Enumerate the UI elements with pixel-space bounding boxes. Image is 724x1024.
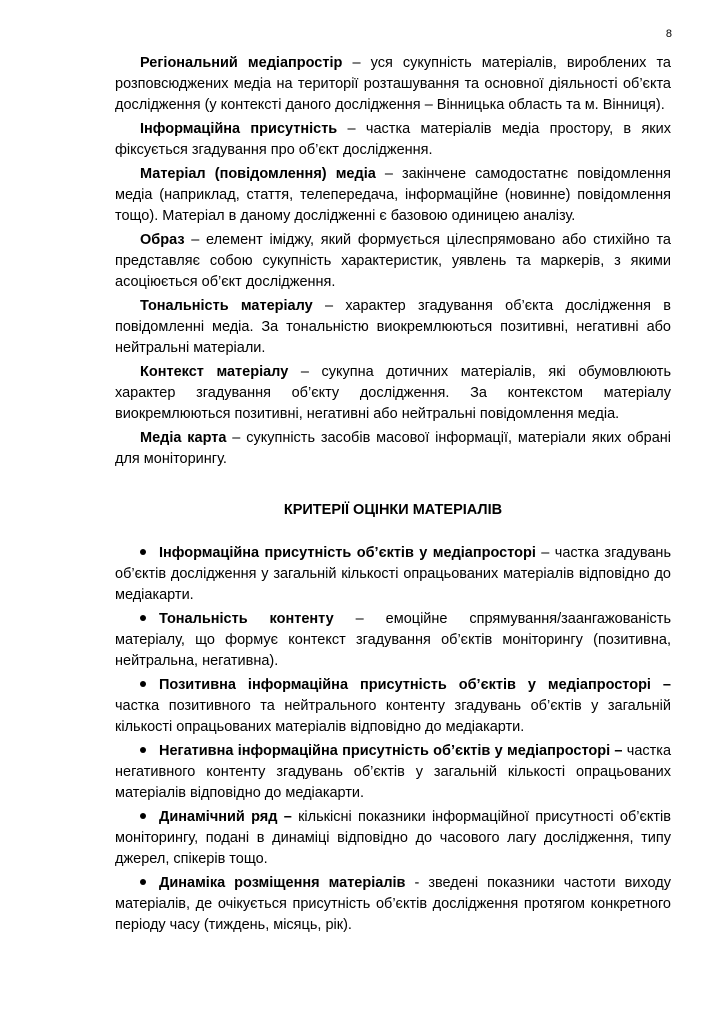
criterion-item xyxy=(115,873,671,936)
definition-paragraph xyxy=(115,230,671,293)
definition-term: Регіональний медіапростір xyxy=(140,55,343,71)
definition-text: – закінчене самодостатнє повідомлення медіа (наприклад, стаття, телепередача, інформаційне (новинне) повідомлення тощо). Матеріал в даному дослідженні є базовою одиницею аналізу. xyxy=(115,166,671,224)
criterion-item xyxy=(115,807,671,870)
definition-term: Матеріал (повідомлення) медіа xyxy=(140,166,376,182)
definition-term: Інформаційна присутність xyxy=(140,121,338,137)
bullet-icon xyxy=(140,681,146,687)
criterion-text: частка позитивного та нейтрального контенту згадувань об’єктів у загальній кількості опрацьованих матеріалів відповідно до медіакарти. xyxy=(115,698,671,735)
page-number: 8 xyxy=(665,28,672,40)
definition-text: – елемент іміджу, який формується цілеспрямовано або стихійно та представляє собою сукупність характеристик, уявлень та маркерів, з якими асоціюється об’єкт дослідження. xyxy=(115,232,671,290)
definition-text: – частка матеріалів медіа простору, в яких фіксується згадування про об’єкт дослідження. xyxy=(115,121,671,158)
definition-term: Тональність матеріалу xyxy=(140,298,313,314)
criterion-text: частка негативного контенту згадувань об’єктів у загальній кількості опрацьованих матеріалів відповідно до медіакарти. xyxy=(115,743,672,801)
criterion-text: – емоційне спрямування/заангажованість матеріалу, що формує контекст згадування об’єктів моніторингу (позитивна, нейтральна, негативна). xyxy=(115,611,671,669)
definition-text: – сукупна дотичних матеріалів, які обумовлюють характер згадування об’єкту дослідження. За контекстом матеріалу виокремлюються позитивні, негативні або нейтральні повідомлення медіа. xyxy=(115,364,671,422)
definition-text: – уся сукупність матеріалів, вироблених та розповсюджених медіа на території розташування та основної діяльності об’єкта дослідження (у контексті даного дослідження – Вінницька область та м. Вінниця). xyxy=(115,55,671,113)
criterion-term: Позитивна інформаційна присутність об’єктів у медіапросторі – xyxy=(159,677,671,693)
criterion-text: – частка згадувань об’єктів дослідження у загальній кількості опрацьованих матеріалів відповідно до медіакарти. xyxy=(115,545,671,603)
criterion-item xyxy=(115,741,671,804)
bullet-icon xyxy=(140,615,146,621)
criterion-term: Динамічний ряд – xyxy=(159,809,292,825)
criterion-item xyxy=(115,609,671,672)
criterion-text: - зведені показники частоти виходу матеріалів, де очікується присутність об’єктів дослідження протягом конкретного періоду часу (тиждень, місяць, рік). xyxy=(115,875,671,933)
section-title: КРИТЕРІЇ ОЦІНКИ МАТЕРІАЛІВ xyxy=(283,502,503,518)
criterion-item xyxy=(115,675,671,738)
definition-term: Контекст матеріалу xyxy=(140,364,289,380)
criterion-term: Динаміка розміщення матеріалів xyxy=(159,875,406,891)
criterion-item xyxy=(115,543,671,606)
definition-text: – сукупність засобів масової інформації, матеріали яких обрані для моніторингу. xyxy=(115,430,672,467)
document-body xyxy=(115,53,671,939)
definition-text: – характер згадування об’єкта дослідження в повідомленні медіа. За тональністю виокремлюються позитивні, негативні або нейтральні матеріали. xyxy=(115,298,671,356)
definition-term: Медіа карта xyxy=(140,430,227,446)
definition-paragraph xyxy=(115,53,671,116)
definition-paragraph xyxy=(115,164,671,227)
definition-paragraph xyxy=(115,428,671,470)
bullet-icon xyxy=(140,549,146,555)
bullet-icon xyxy=(140,879,146,885)
bullet-icon xyxy=(140,813,146,819)
definition-term: Образ xyxy=(140,232,185,248)
criterion-text: кількісні показники інформаційної присутності об’єктів моніторингу, подані в динаміці відповідно до часового лагу дослідження, типу джерел, спікерів тощо. xyxy=(115,809,671,867)
definition-paragraph xyxy=(115,119,671,161)
definition-paragraph xyxy=(115,296,671,359)
criterion-term: Інформаційна присутність об’єктів у медіапросторі xyxy=(159,545,536,561)
definition-paragraph xyxy=(115,362,671,425)
bullet-icon xyxy=(140,747,146,753)
criterion-term: Негативна інформаційна присутність об’єктів у медіапросторі – xyxy=(159,743,623,759)
criterion-term: Тональність контенту xyxy=(159,611,334,627)
